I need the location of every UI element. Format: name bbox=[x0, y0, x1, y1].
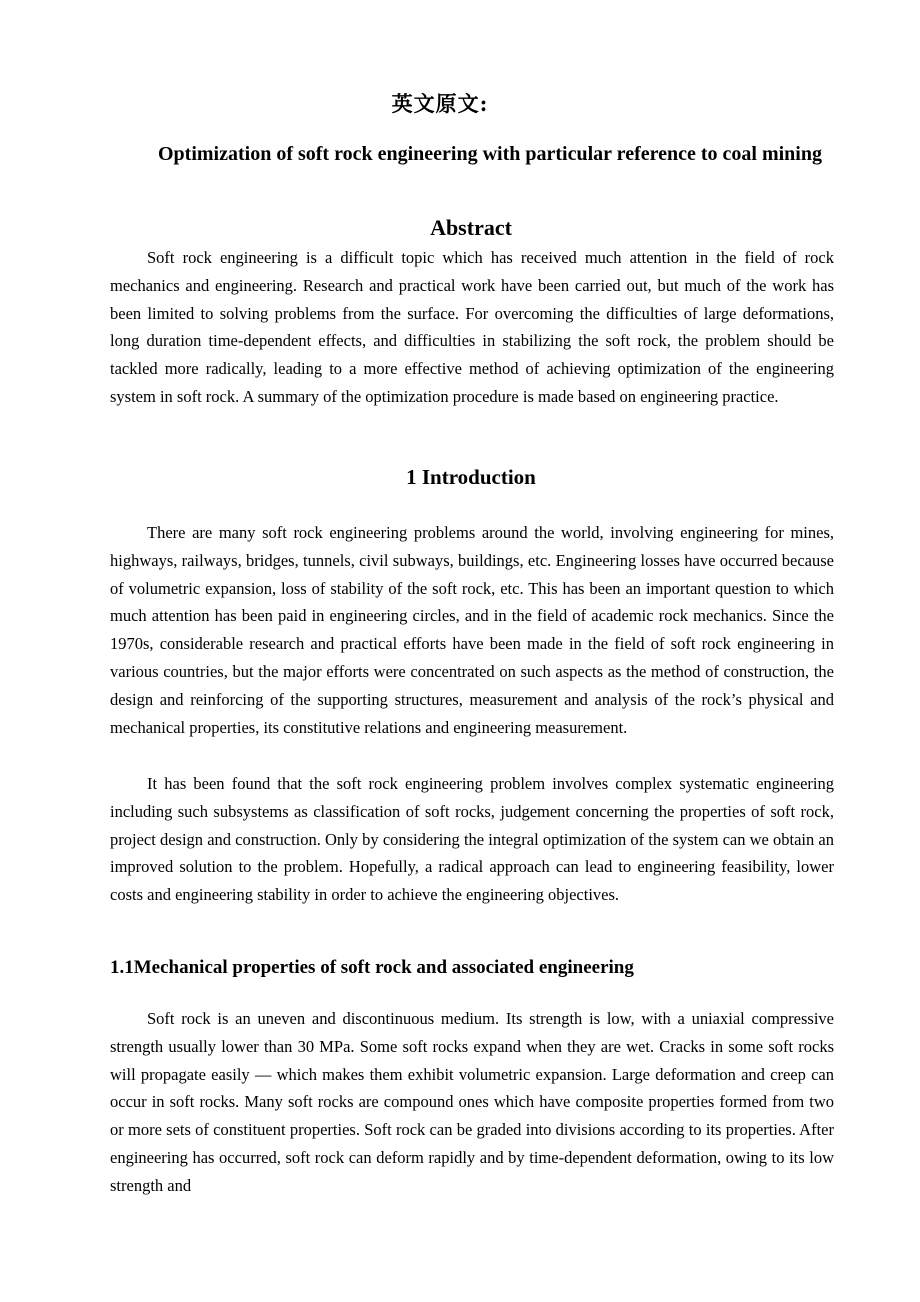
introduction-heading: 1 Introduction bbox=[406, 465, 536, 489]
paper-title: Optimization of soft rock engineering with particular reference to coal mining bbox=[158, 143, 822, 165]
original-text-label: 英文原文: bbox=[391, 91, 489, 116]
introduction-paragraph-2: It has been found that the soft rock engineering problem involves complex systematic engineering including such subsystems as classification of soft rocks, judgement concerning the properties of soft rock, project design and construction. Only by considering the integral optimization of the system can we obtain an improved solution to the problem. Hopefully, a radical approach can lead to engineering feasibility, lower costs and engineering stability in order to achieve the engineering objectives. bbox=[110, 774, 834, 905]
abstract-paragraph: Soft rock engineering is a difficult topic which has received much attention in the field of rock mechanics and engineering. Research and practical work have been carried out, but much of the work has been limited to solving problems from the surface. For overcoming the difficulties of large deformations, long duration time-dependent effects, and difficulties in stabilizing the soft rock, the problem should be tackled more radically, leading to a more effective method of achieving optimization of the engineering system in soft rock. A summary of the optimization procedure is made based on engineering practice. bbox=[110, 248, 834, 406]
subsection-heading-1-1: 1.1Mechanical properties of soft rock and associated engineering bbox=[110, 957, 634, 978]
subsection-1-1-paragraph: Soft rock is an uneven and discontinuous medium. Its strength is low, with a uniaxial compressive strength usually lower than 30 MPa. Some soft rocks expand when they are wet. Cracks in some soft rocks will propagate easily — which makes them exhibit volumetric expansion. Large deformation and creep can occur in soft rocks. Many soft rocks are compound ones which have composite properties formed from two or more sets of constituent properties. Soft rock can be graded into divisions according to its properties. After engineering has occurred, soft rock can deform rapidly and by time-dependent deformation, owing to its low strength and bbox=[110, 1009, 834, 1195]
introduction-paragraph-1: There are many soft rock engineering problems around the world, involving engineering for mines, highways, railways, bridges, tunnels, civil subways, buildings, etc. Engineering losses have occurred because of volumetric expansion, loss of stability of the soft rock, etc. This has been an important question to which much attention has been paid in engineering circles, and in the field of academic rock mechanics. Since the 1970s, considerable research and practical efforts have been made in the field of soft rock engineering in various countries, but the major efforts were concentrated on such aspects as the method of construction, the design and reinforcing of the supporting structures, measurement and analysis of the rock’s physical and mechanical properties, its constitutive relations and engineering measurement. bbox=[110, 523, 834, 737]
abstract-heading: Abstract bbox=[430, 215, 512, 240]
